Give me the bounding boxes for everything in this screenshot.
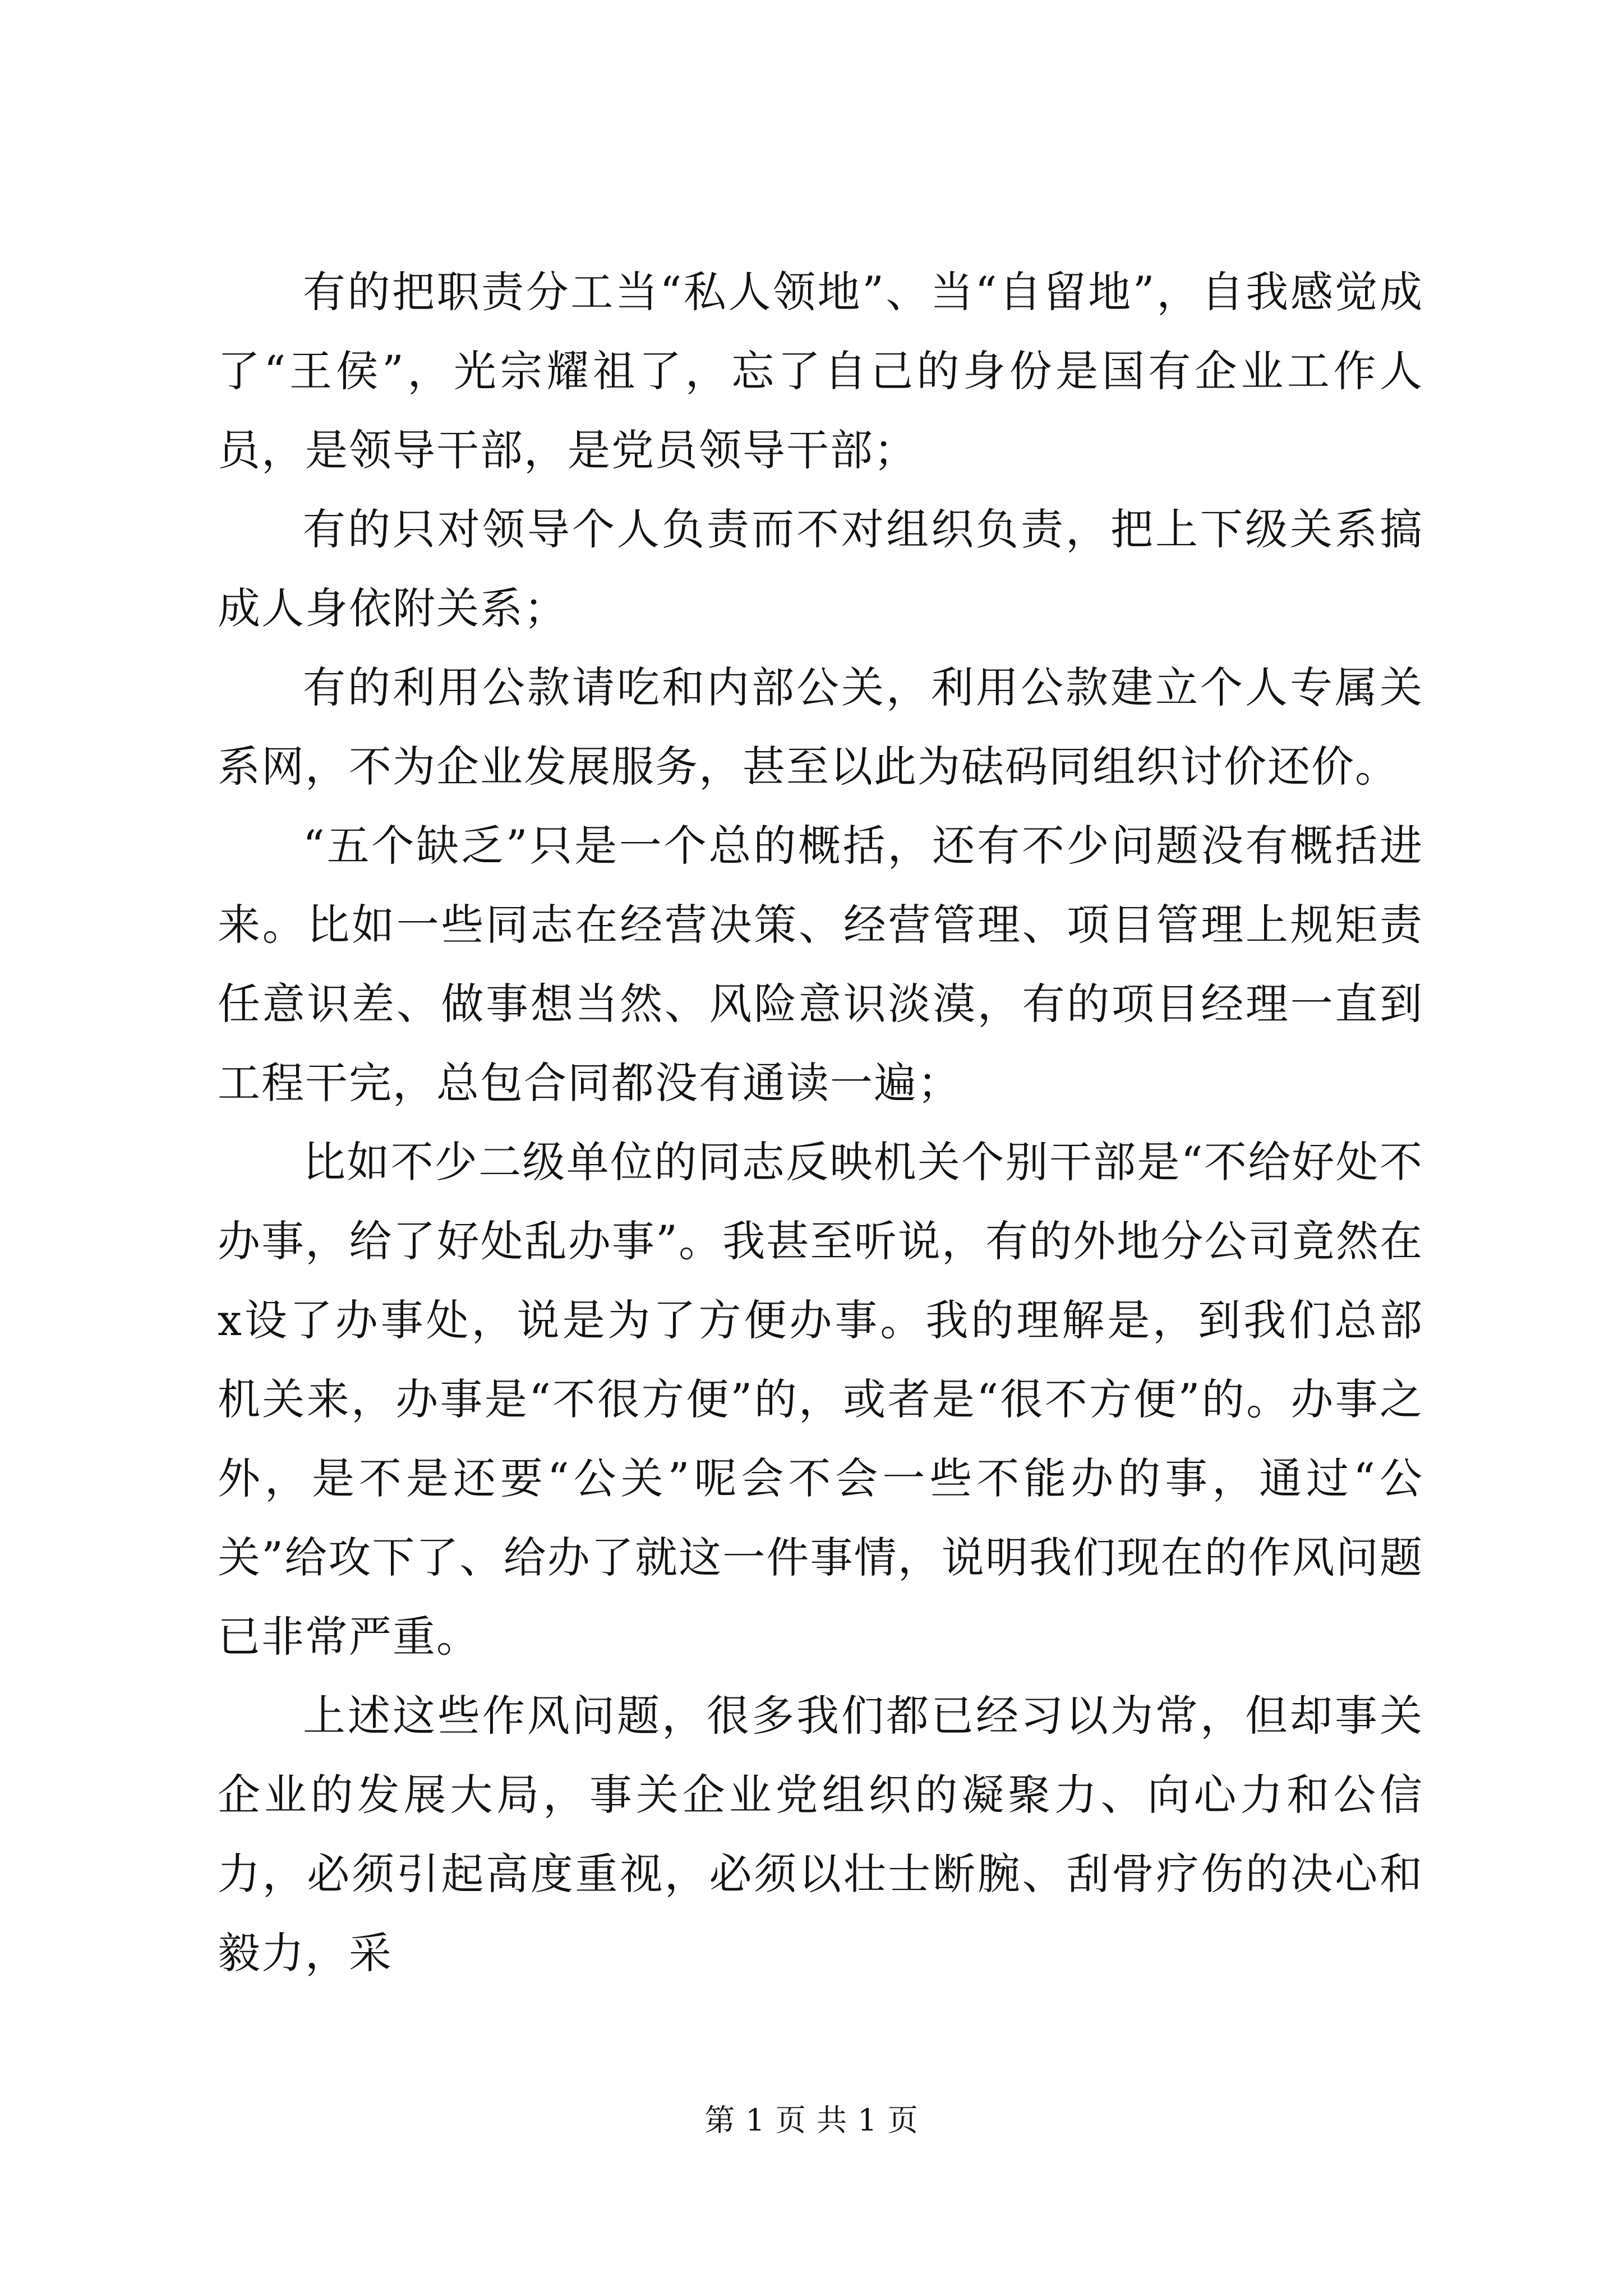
page-footer: 第 1 页 共 1 页 (704, 2102, 919, 2138)
body-text (218, 252, 1423, 1993)
paragraph: 比如不少二级单位的同志反映机关个别干部是“不给好处不办事，给了好处乱办事”。我甚至听说，有的外地分公司竟然在x设了办事处，说是为了方便办事。我的理解是，到我们总部机关来，办事是“不很方便”的，或者是“很不方便”的。办事之外，是不是还要“公关”呢会不会一些不能办的事，通过“公关”给攻下了、给办了就这一件事情，说明我们现在的作风问题已非常严重。 (218, 1137, 1423, 1662)
paragraph: “五个缺乏”只是一个总的概括，还有不少问题没有概括进来。比如一些同志在经营决策、经营管理、项目管理上规矩责任意识差、做事想当然、风险意识淡漠，有的项目经理一直到工程干完，总包合同都没有通读一遍； (218, 821, 1423, 1108)
paragraph: 有的利用公款请吃和内部公关，利用公款建立个人专属关系网，不为企业发展服务，甚至以此为砝码同组织讨价还价。 (218, 662, 1423, 792)
paragraph: 有的只对领导个人负责而不对组织负责，把上下级关系搞成人身依附关系； (218, 504, 1423, 633)
paragraph: 上述这些作风问题，很多我们都已经习以为常，但却事关企业的发展大局，事关企业党组织的凝聚力、向心力和公信力，必须引起高度重视，必须以壮士断腕、刮骨疗伤的决心和毅力，采 (218, 1691, 1423, 1978)
paragraph: 有的把职责分工当“私人领地”、当“自留地”，自我感觉成了“王侯”，光宗耀祖了，忘了自己的身份是国有企业工作人员，是领导干部，是党员领导干部； (218, 267, 1423, 475)
